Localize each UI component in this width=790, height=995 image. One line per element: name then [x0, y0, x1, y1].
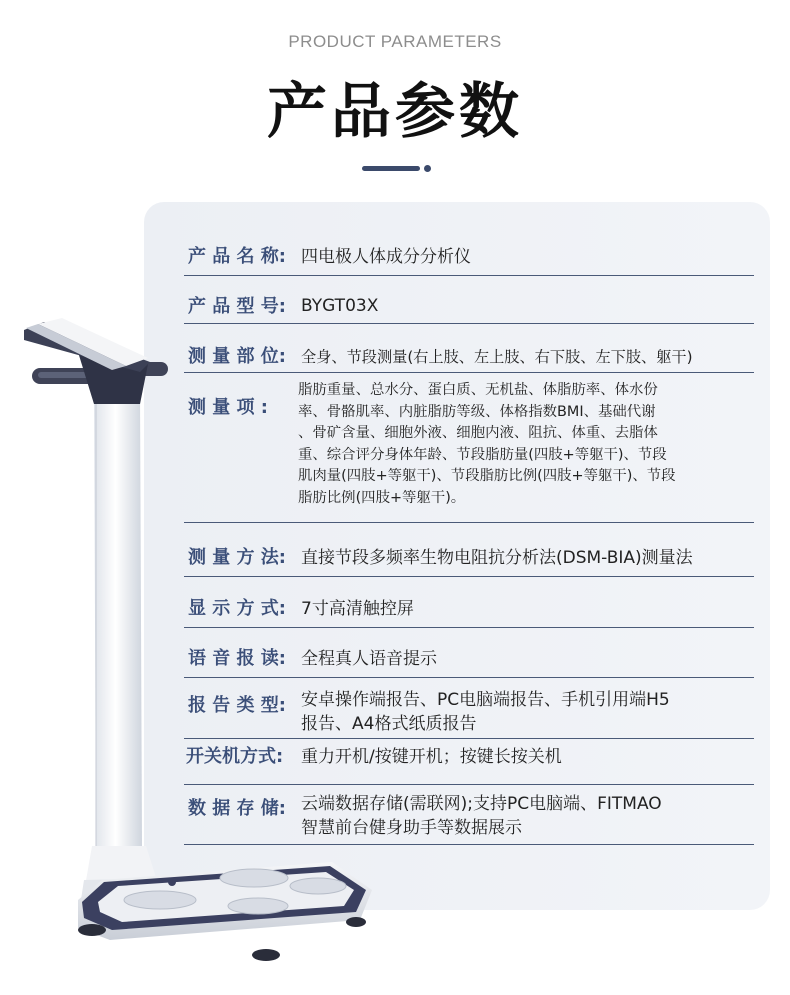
param-value-line: 脂肪重量、总水分、蛋白质、无机盐、体脂肪率、体水份 [298, 382, 658, 398]
param-row-voice [184, 642, 754, 678]
param-label: 产 品 型 号: [188, 296, 286, 317]
param-value-line: 智慧前台健身助手等数据展示 [301, 818, 522, 838]
param-row-power [184, 742, 754, 785]
title-underline [362, 166, 420, 171]
param-value-line: 、骨矿含量、细胞外液、细胞内液、阻抗、体重、去脂体 [298, 425, 658, 442]
param-row-report [184, 688, 754, 739]
param-value: 四电极人体成分分析仪 [301, 247, 471, 267]
param-label: 数 据 存 储: [188, 798, 286, 819]
param-value-line: 脂肪比例(四肢+等躯干)。 [298, 489, 466, 506]
param-value: 全程真人语音提示 [301, 649, 437, 669]
param-value-multiline [301, 792, 662, 840]
param-value-line: 安卓操作端报告、PC电脑端报告、手机引用端H5 [301, 690, 670, 710]
param-label: 报 告 类 型: [188, 695, 286, 716]
param-value-multiline [301, 688, 670, 736]
param-value-line: 重、综合评分身体年龄、节段脂肪量(四肢+等躯干)、节段 [298, 446, 667, 463]
param-value: 7寸高清触控屏 [301, 599, 414, 619]
param-row-measure-items [184, 380, 754, 523]
param-label: 产 品 名 称: [188, 246, 286, 267]
param-label: 测 量 部 位: [188, 346, 286, 367]
param-value-line: 报告、A4格式纸质报告 [301, 714, 477, 734]
param-row-storage [184, 792, 754, 845]
param-value: 全身、节段测量(右上肢、左上肢、右下肢、左下肢、躯干) [301, 348, 693, 366]
param-label: 测 量 项 : [188, 397, 268, 418]
param-row-measure-method [184, 541, 754, 577]
page-title: 产品参数 [267, 77, 523, 147]
param-value: 直接节段多频率生物电阻抗分析法(DSM-BIA)测量法 [301, 548, 693, 568]
param-value-multiline [298, 380, 738, 510]
param-row-model [184, 289, 754, 324]
param-value-line: 云端数据存储(需联网);支持PC电脑端、FITMAO [301, 794, 662, 814]
param-value-line: 率、骨骼肌率、内脏脂肪等级、体格指数BMI、基础代谢 [298, 403, 656, 420]
param-label: 开关机方式: [186, 746, 284, 767]
param-row-measure-parts [184, 340, 754, 373]
param-value-line: 肌肉量(四肢+等躯干)、节段脂肪比例(四肢+等躯干)、节段 [298, 468, 676, 485]
title-underline-dot [424, 165, 431, 172]
param-label: 语 音 报 读: [188, 648, 286, 669]
param-label: 显 示 方 式: [188, 598, 286, 619]
param-value: 重力开机/按键开机；按键长按关机 [301, 747, 562, 767]
page-subtitle: PRODUCT PARAMETERS [288, 32, 502, 51]
param-value: BYGT03X [301, 296, 379, 316]
param-row-product-name [184, 240, 754, 276]
param-label: 测 量 方 法: [188, 547, 286, 568]
param-row-display [184, 592, 754, 628]
